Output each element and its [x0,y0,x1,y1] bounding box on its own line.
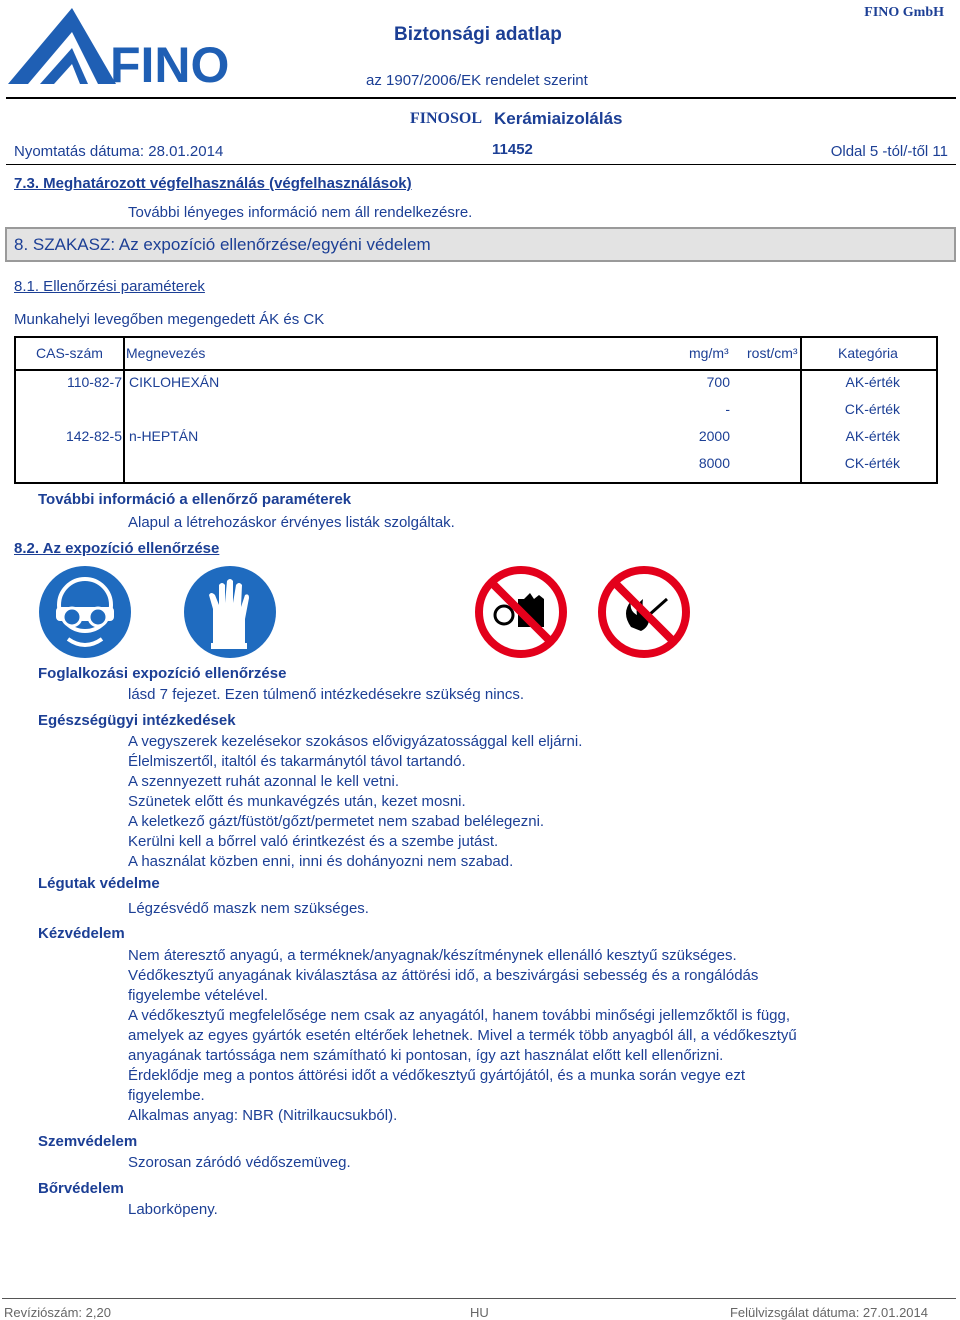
table-col-divider [123,338,125,482]
hand-protection-line: Nem áteresztő anyagú, a terméknek/anyagnak/készítménynek ellenálló kesztyű szükséges. [128,947,737,964]
hygiene-line: Kerülni kell a bőrrel való érintkezést és a szembe jutást. [128,833,499,850]
no-access-sign-icon [474,565,568,663]
section-8-2-title: 8.2. Az expozíció ellenőrzése [14,540,220,557]
table-cell-mg: 700 [706,374,730,390]
table-header-category: Kategória [838,345,898,361]
footer-divider [2,1298,956,1299]
eye-protection-text: Szorosan záródó védőszemüveg. [128,1154,351,1171]
hygiene-measures-title: Egészségügyi intézkedések [38,712,236,729]
table-cell-category: AK-érték [845,374,900,390]
brand-name: FINOSOL [410,110,483,127]
occupational-exposure-text: lásd 7 fejezet. Ezen túlmenő intézkedésekre szükség nincs. [128,686,525,703]
document-subtitle: az 1907/2006/EK rendelet szerint [366,72,588,89]
table-cell-mg: 2000 [698,428,730,444]
occupational-exposure-title: Foglalkozási expozíció ellenőrzése [38,665,287,682]
table-header-divider [16,369,936,371]
table-cell-category: CK-érték [844,455,900,471]
hand-protection-line: A védőkesztyű megfelelősége nem csak az anyagától, hanem további minőségi jellemzőktől is függ, [128,1007,791,1024]
no-smoking-sign-icon [597,565,691,663]
safety-goggles-sign-icon [38,565,132,663]
hygiene-line: Élelmiszertől, italtól és takarmánytól távol tartandó. [128,753,466,770]
table-header-mg: mg/m³ [689,345,729,361]
table-cell-name: CIKLOHEXÁN [129,374,220,390]
hand-protection-line: amelyek az egyes gyártók esetén eltérőek lehetnek. Mivel a termék több anyagból áll, a védőkesztyű [128,1027,797,1044]
exposure-limits-table [14,336,938,484]
table-cell-name: n-HEPTÁN [129,428,199,444]
table-cell-category: AK-érték [845,428,900,444]
product-number: 11452 [492,141,533,158]
hygiene-line: A keletkező gázt/füstöt/gőzt/permetet nem szabad belélegezni. [128,813,545,830]
section-8-1-title: 8.1. Ellenőrzési paraméterek [14,278,205,295]
section-7-3-text: További lényeges információ nem áll rendelkezésre. [128,204,473,221]
section-8-title: 8. SZAKASZ: Az expozíció ellenőrzése/egyéni védelem [14,235,431,254]
review-date: Felülvizsgálat dátuma: 27.01.2014 [729,1305,928,1320]
hand-protection-line: Alkalmas anyag: NBR (Nitrilkaucsukból). [128,1107,398,1124]
table-col-divider [800,338,802,482]
table-cell-mg: - [725,401,730,417]
hand-protection-line: figyelembe vételével. [128,987,269,1004]
table-cell-cas: 110-82-7 [66,374,122,390]
table-cell-category: CK-érték [844,401,900,417]
table-cell-cas: 142-82-5 [65,428,122,444]
protective-gloves-sign-icon [183,565,277,663]
table-header-fiber: rost/cm³ [747,345,798,361]
hand-protection-title: Kézvédelem [38,925,125,942]
document-title: Biztonsági adatlap [394,24,562,45]
table-header-cas: CAS-szám [36,345,103,361]
header-divider-top [6,97,956,99]
hand-protection-line: Védőkesztyű anyagának kiválasztása az áttörési idő, a beszivárgási sebesség és a rongálódás [128,967,759,984]
language-code: HU [470,1305,489,1320]
eye-protection-title: Szemvédelem [38,1133,138,1150]
respiratory-protection-text: Légzésvédő maszk nem szükséges. [128,900,369,917]
revision-number: Revíziószám: 2,20 [4,1305,111,1320]
table-cell-mg: 8000 [698,455,730,471]
print-date: Nyomtatás dátuma: 28.01.2014 [14,143,224,160]
hand-protection-line: anyagának tartóssága nem számítható ki pontosan, így azt használat előtt kell ellenőrizni. [128,1047,724,1064]
skin-protection-text: Laborköpeny. [128,1201,218,1218]
hygiene-line: Szünetek előtt és munkavégzés után, kezet mosni. [128,793,466,810]
additional-info-text: Alapul a létrehozáskor érvényes listák szolgáltak. [128,514,455,531]
section-7-3-title: 7.3. Meghatározott végfelhasználás (végfelhasználások) [14,175,412,192]
table-caption: Munkahelyi levegőben megengedett ÁK és CK [14,311,325,328]
hand-protection-line: figyelembe. [128,1087,205,1104]
svg-text:FINO: FINO [110,37,228,86]
fino-logo [6,4,228,86]
respiratory-protection-title: Légutak védelme [38,875,160,892]
company-name: FINO GmbH [864,5,944,20]
page-number: Oldal 5 -tól/-től 11 [830,143,948,160]
hygiene-line: A vegyszerek kezelésekor szokásos elővigyázatossággal kell eljárni. [128,733,583,750]
skin-protection-title: Bőrvédelem [38,1180,124,1197]
hand-protection-line: Érdeklődje meg a pontos áttörési időt a védőkesztyű gyártójától, és a munka során vegye ezt [128,1067,746,1084]
header-divider-bottom [6,164,956,165]
product-name: Kerámiaizolálás [494,109,623,128]
table-header-name: Megnevezés [126,345,206,361]
additional-info-title: További információ a ellenőrző paraméterek [38,491,352,508]
hygiene-line: A használat közben enni, inni és dohányozni nem szabad. [128,853,514,870]
hygiene-line: A szennyezett ruhát azonnal le kell vetni. [128,773,399,790]
